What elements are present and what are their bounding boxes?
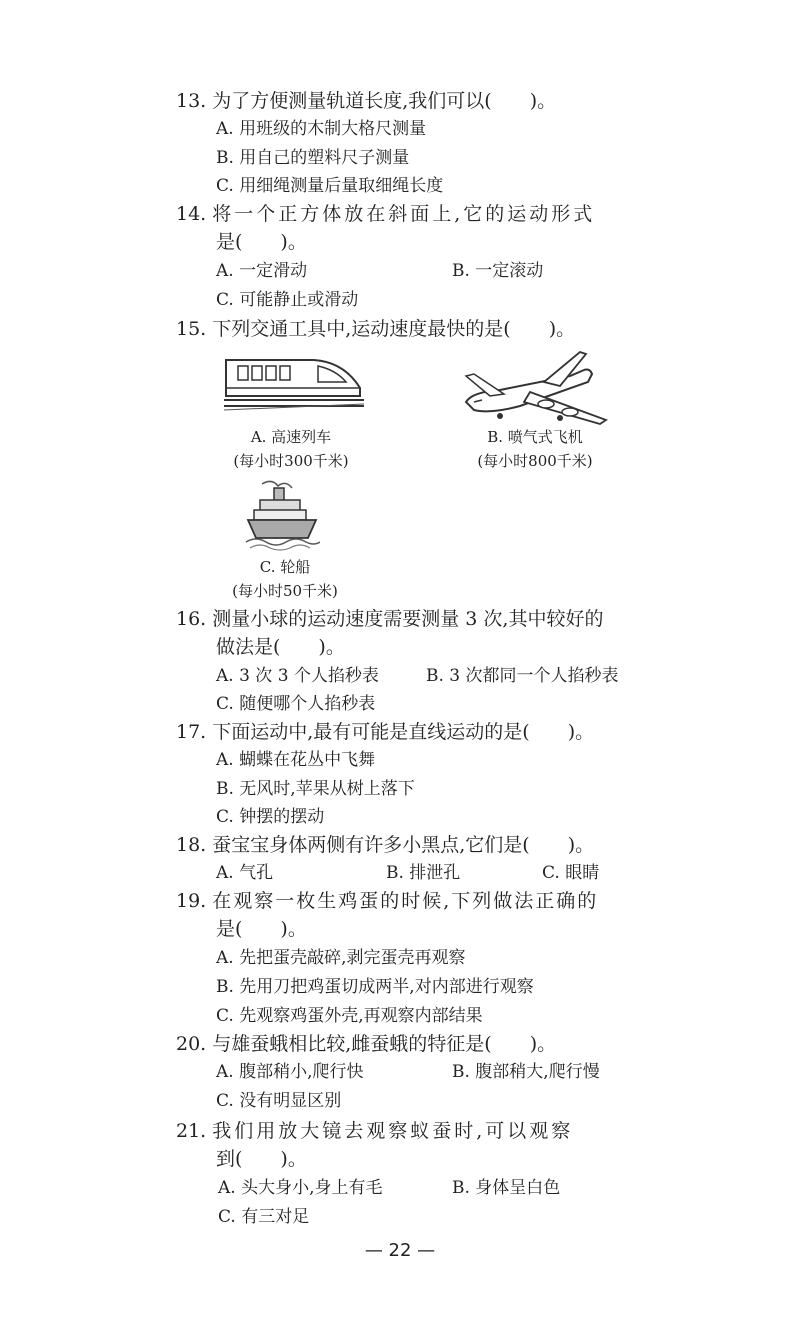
question-18: [176, 832, 594, 858]
option-b: B. 腹部稍大,爬行慢: [452, 1062, 600, 1082]
picture-speed: (每小时800千米): [477, 452, 593, 470]
question-number: 18.: [176, 834, 207, 856]
picture-speed: (每小时300千米): [233, 452, 349, 470]
page-number: — 22 —: [364, 1240, 436, 1261]
picture-speed: (每小时50千米): [232, 582, 338, 600]
option-c: C. 随便哪个人掐秒表: [216, 694, 376, 714]
question-stem-continued: 是( )。: [216, 918, 307, 940]
question-16: [176, 606, 603, 632]
question-14: [176, 201, 595, 227]
option-a: A. 蝴蝶在花丛中飞舞: [216, 750, 376, 770]
question-13: [176, 88, 556, 114]
question-20: [176, 1031, 556, 1057]
question-stem: 测量小球的运动速度需要测量 3 次,其中较好的: [212, 608, 604, 630]
jet-plane-icon: [460, 346, 610, 426]
question-number: 14.: [176, 203, 207, 225]
question-number: 19.: [176, 890, 207, 912]
high-speed-train-icon: [224, 352, 364, 414]
question-stem-continued: 是( )。: [216, 231, 307, 253]
option-c: C. 钟摆的摆动: [216, 807, 325, 827]
option-a: A. 头大身小,身上有毛: [218, 1178, 383, 1198]
question-number: 20.: [176, 1033, 207, 1055]
question-21: [176, 1118, 573, 1144]
option-c: C. 先观察鸡蛋外壳,再观察内部结果: [216, 1006, 483, 1026]
question-stem-continued: 到( )。: [216, 1148, 307, 1170]
question-19: [176, 888, 598, 914]
option-b: B. 一定滚动: [452, 261, 544, 281]
option-b: B. 身体呈白色: [452, 1178, 561, 1198]
question-stem: 为了方便测量轨道长度,我们可以( )。: [212, 90, 557, 112]
question-number: 13.: [176, 90, 207, 112]
option-b: B. 排泄孔: [386, 863, 461, 883]
option-c: C. 可能静止或滑动: [216, 290, 359, 310]
picture-label: A. 高速列车: [250, 428, 332, 446]
question-stem: 将一个正方体放在斜面上,它的运动形式: [212, 203, 596, 225]
question-stem: 在观察一枚生鸡蛋的时候,下列做法正确的: [212, 890, 599, 912]
picture-label: C. 轮船: [259, 558, 311, 576]
question-number: 21.: [176, 1120, 207, 1142]
option-c: C. 有三对足: [218, 1207, 310, 1227]
picture-label: B. 喷气式飞机: [487, 428, 583, 446]
option-c: C. 眼睛: [542, 863, 600, 883]
option-c: C. 没有明显区别: [216, 1091, 342, 1111]
question-17: [176, 719, 594, 745]
question-stem: 与雄蚕蛾相比较,雌蚕蛾的特征是( )。: [212, 1033, 557, 1055]
option-a: A. 用班级的木制大格尺测量: [216, 119, 427, 139]
question-number: 17.: [176, 721, 207, 743]
question-stem: 我们用放大镜去观察蚁蚕时,可以观察: [212, 1120, 574, 1142]
question-stem: 下列交通工具中,运动速度最快的是( )。: [212, 318, 576, 340]
option-b: B. 无风时,苹果从树上落下: [216, 779, 415, 799]
option-b: B. 3 次都同一个人掐秒表: [426, 666, 619, 686]
question-stem: 下面运动中,最有可能是直线运动的是( )。: [212, 721, 595, 743]
option-a: A. 先把蛋壳敲碎,剥完蛋壳再观察: [216, 948, 466, 968]
question-number: 15.: [176, 318, 207, 340]
question-number: 16.: [176, 608, 207, 630]
option-a: A. 一定滑动: [216, 261, 308, 281]
option-b: B. 先用刀把鸡蛋切成两半,对内部进行观察: [216, 977, 534, 997]
option-b: B. 用自己的塑料尺子测量: [216, 148, 410, 168]
question-stem-continued: 做法是( )。: [216, 636, 345, 658]
question-stem: 蚕宝宝身体两侧有许多小黑点,它们是( )。: [212, 834, 595, 856]
steamship-icon: [244, 478, 320, 552]
option-c: C. 用细绳测量后量取细绳长度: [216, 176, 444, 196]
option-a: A. 腹部稍小,爬行快: [216, 1062, 364, 1082]
option-a: A. 3 次 3 个人掐秒表: [216, 666, 379, 686]
question-15: [176, 316, 575, 342]
option-a: A. 气孔: [216, 863, 274, 883]
